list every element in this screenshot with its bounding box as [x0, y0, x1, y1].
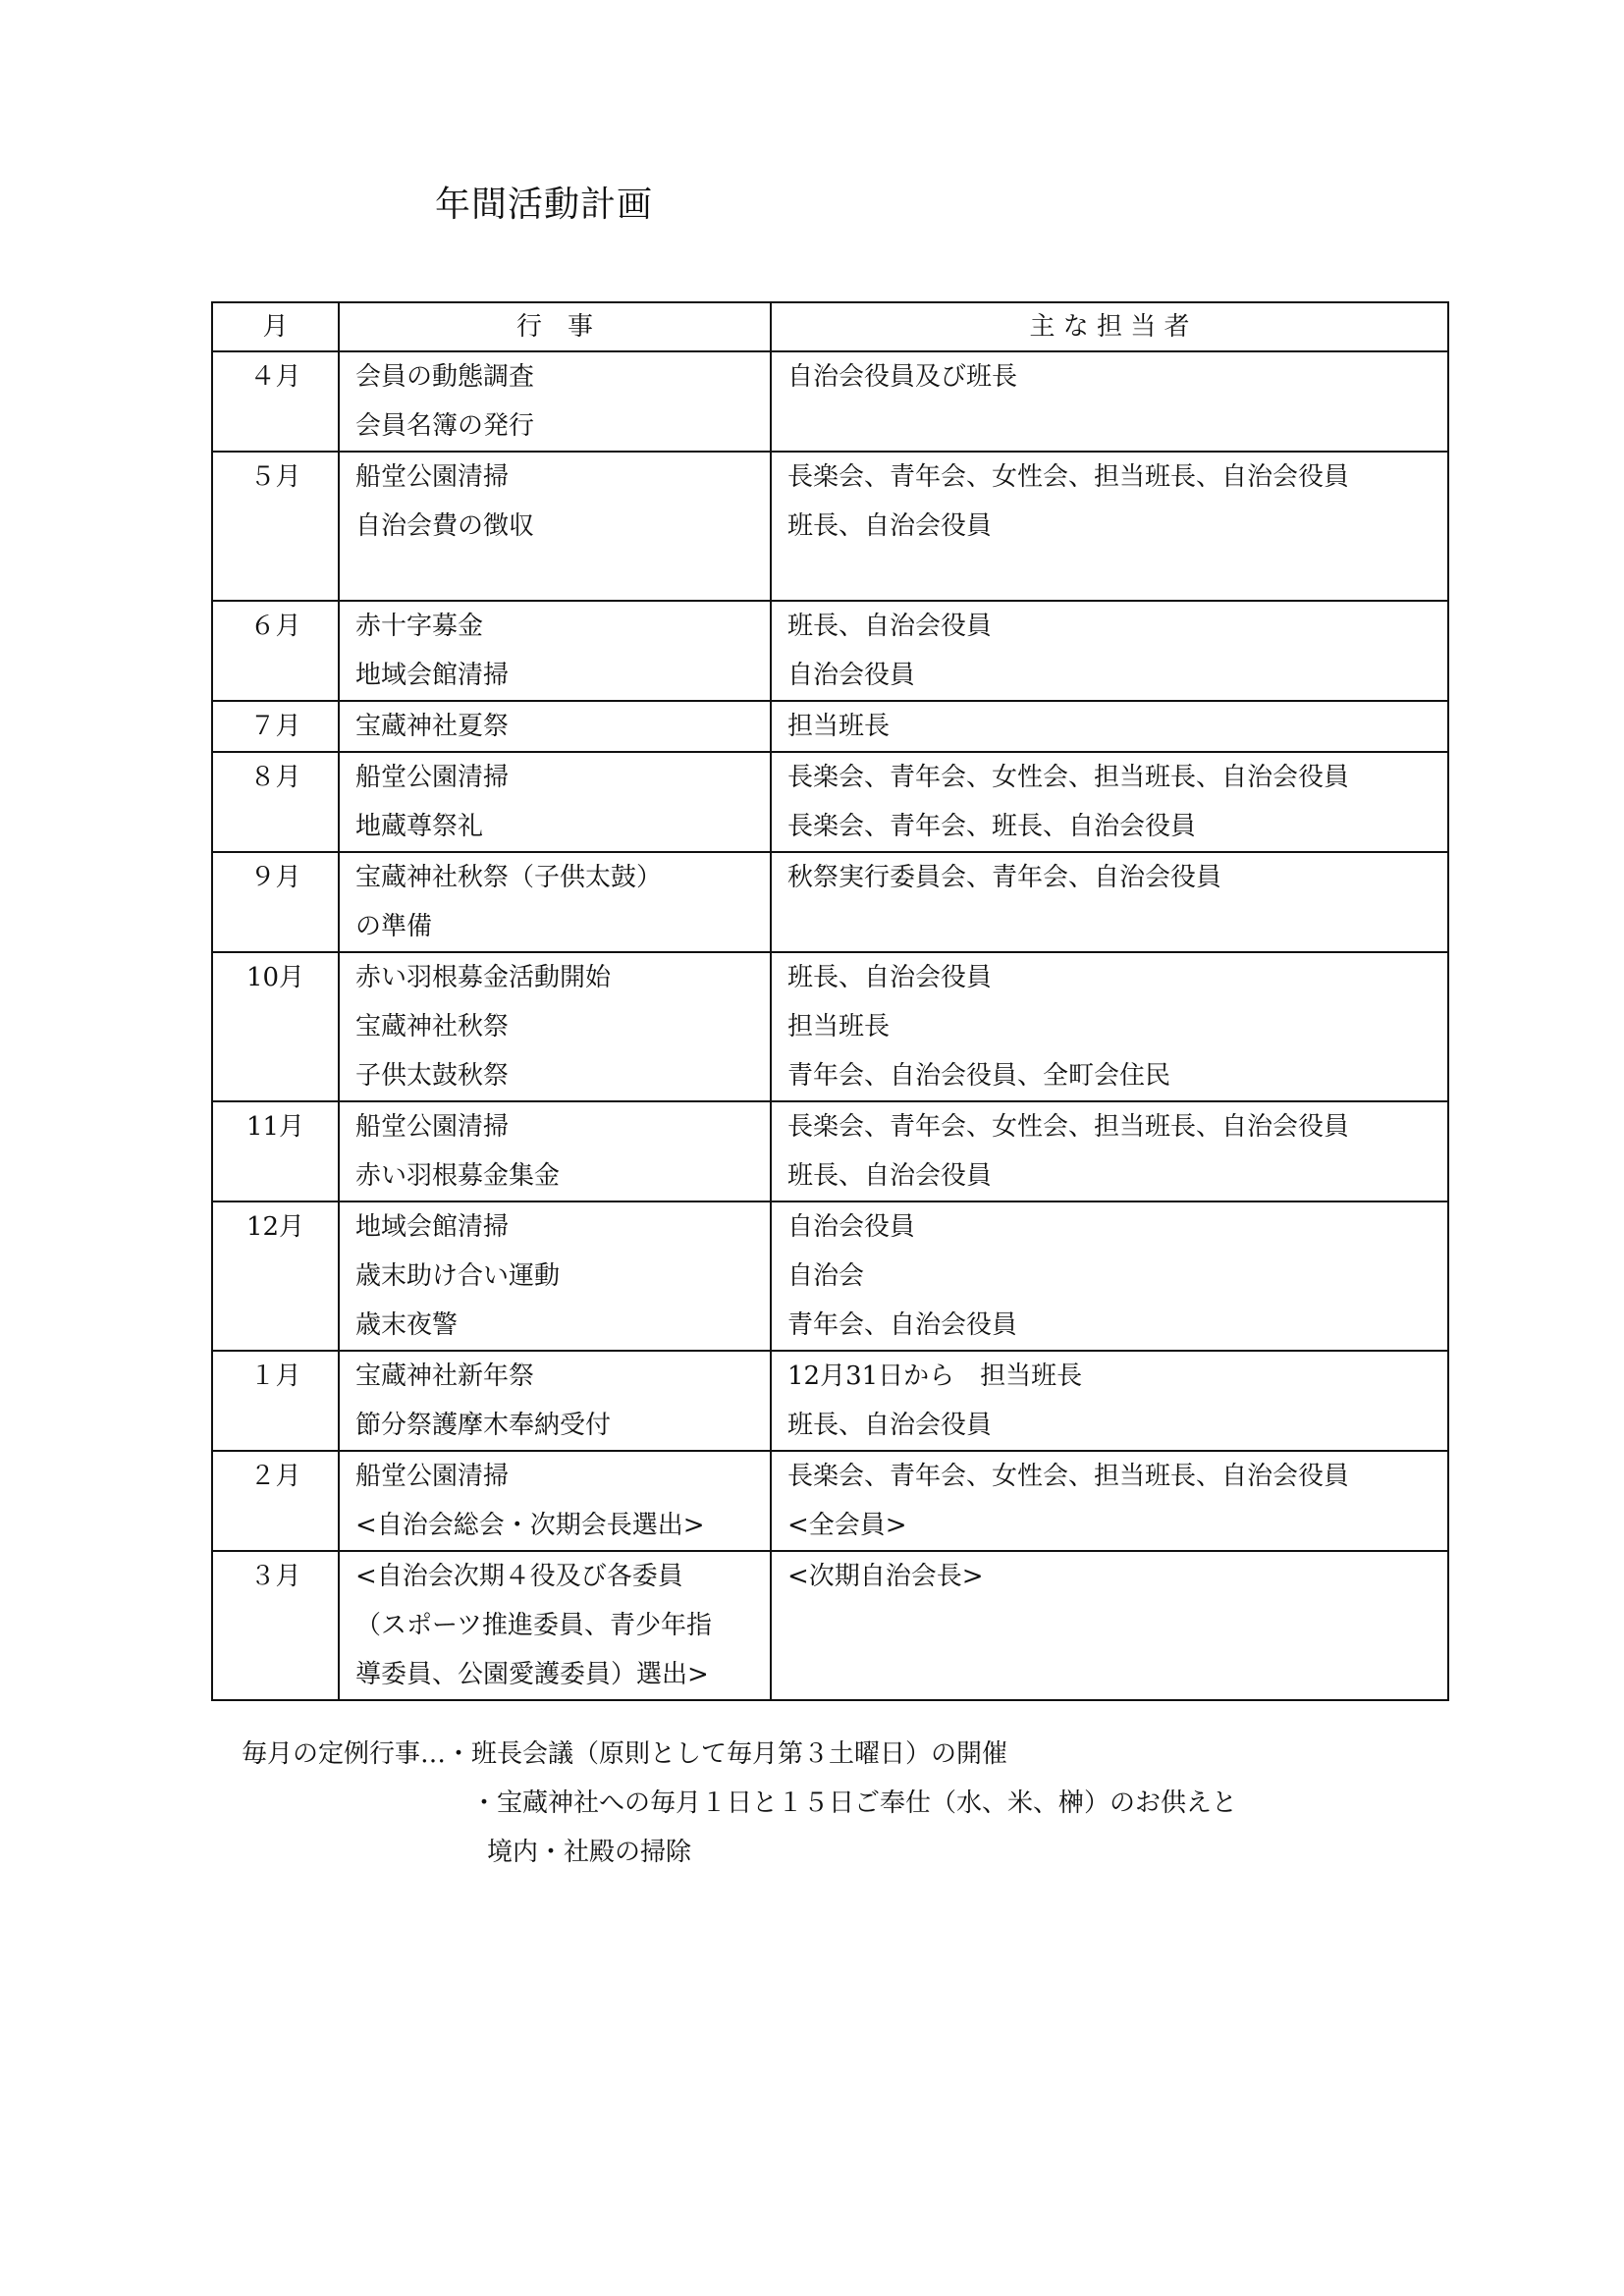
event-cell	[339, 1351, 771, 1451]
month-cell: ７月	[212, 701, 339, 752]
person-cell	[771, 952, 1448, 1101]
person-cell	[771, 852, 1448, 952]
event-line: 節分祭護摩木奉納受付	[355, 1411, 612, 1440]
event-line: （スポーツ推進委員、青少年指	[355, 1611, 712, 1640]
table-row	[212, 1201, 1448, 1351]
person-cell	[771, 1551, 1448, 1700]
person-line: 班長、自治会役員	[787, 963, 993, 992]
event-line: 船堂公園清掃	[355, 763, 510, 792]
month-cell: ６月	[212, 601, 339, 701]
event-cell	[339, 752, 771, 852]
person-line: 班長、自治会役員	[787, 511, 993, 541]
event-line: 地域会館清掃	[355, 661, 510, 690]
monthly-notes	[242, 1730, 1237, 1877]
month-cell: 12月	[212, 1201, 339, 1351]
person-line: 自治会役員及び班長	[787, 362, 1018, 392]
table-row	[212, 701, 1448, 752]
person-line: 長楽会、青年会、班長、自治会役員	[787, 812, 1197, 841]
table-row	[212, 1551, 1448, 1700]
person-line: 担当班長	[787, 712, 891, 741]
person-line: <次期自治会長>	[787, 1562, 984, 1591]
month-cell: ５月	[212, 452, 339, 601]
table-row	[212, 1451, 1448, 1551]
month-cell: ４月	[212, 351, 339, 452]
event-line: の準備	[355, 912, 433, 941]
event-line: 船堂公園清掃	[355, 462, 510, 492]
person-line: 青年会、自治会役員、全町会住民	[787, 1061, 1171, 1091]
month-cell: ８月	[212, 752, 339, 852]
event-line: 地域会館清掃	[355, 1212, 510, 1242]
table-row	[212, 852, 1448, 952]
table-row	[212, 1101, 1448, 1201]
person-line: <全会員>	[787, 1511, 907, 1540]
month-cell: １月	[212, 1351, 339, 1451]
notes-line-1: 毎月の定例行事…・班長会議（原則として毎月第３土曜日）の開催	[242, 1739, 1008, 1769]
event-line: 宝蔵神社秋祭	[355, 1012, 510, 1041]
person-line: 青年会、自治会役員	[787, 1310, 1018, 1340]
event-line: 赤い羽根募金集金	[355, 1161, 561, 1191]
person-line: 班長、自治会役員	[787, 1161, 993, 1191]
event-cell	[339, 1551, 771, 1700]
month-cell: 11月	[212, 1101, 339, 1201]
event-line: 会員名簿の発行	[355, 411, 535, 441]
event-cell	[339, 952, 771, 1101]
event-line: 船堂公園清掃	[355, 1112, 510, 1142]
event-cell	[339, 1101, 771, 1201]
person-cell	[771, 701, 1448, 752]
person-line: 長楽会、青年会、女性会、担当班長、自治会役員	[787, 1112, 1350, 1142]
person-line: 長楽会、青年会、女性会、担当班長、自治会役員	[787, 1462, 1350, 1491]
person-cell	[771, 351, 1448, 452]
event-line: <自治会次期４役及び各委員	[355, 1562, 683, 1591]
notes-line-2: ・宝蔵神社への毎月１日と１５日ご奉仕（水、米、榊）のお供えと	[471, 1789, 1238, 1818]
page-title: 年間活動計画	[435, 185, 654, 225]
event-cell	[339, 601, 771, 701]
person-line: 班長、自治会役員	[787, 1411, 993, 1440]
event-line: 歳末助け合い運動	[355, 1261, 561, 1291]
month-cell: ３月	[212, 1551, 339, 1700]
header-month: 月	[212, 302, 339, 351]
person-line: 自治会役員	[787, 661, 916, 690]
event-line: 宝蔵神社夏祭	[355, 712, 510, 741]
event-cell	[339, 852, 771, 952]
table-row	[212, 601, 1448, 701]
event-line: 導委員、公園愛護委員）選出>	[355, 1660, 709, 1689]
person-cell	[771, 1451, 1448, 1551]
event-line: 子供太鼓秋祭	[355, 1061, 510, 1091]
event-line: 自治会費の徴収	[355, 511, 535, 541]
person-line: 班長、自治会役員	[787, 612, 993, 641]
event-line: 会員の動態調査	[355, 362, 535, 392]
table-row	[212, 452, 1448, 601]
month-cell: ２月	[212, 1451, 339, 1551]
event-line: 赤い羽根募金活動開始	[355, 963, 612, 992]
person-cell	[771, 1101, 1448, 1201]
person-cell	[771, 1351, 1448, 1451]
event-cell	[339, 701, 771, 752]
month-cell: 10月	[212, 952, 339, 1101]
event-line: 宝蔵神社新年祭	[355, 1362, 535, 1391]
person-line: 長楽会、青年会、女性会、担当班長、自治会役員	[787, 462, 1350, 492]
event-line: 地蔵尊祭礼	[355, 812, 484, 841]
table-row	[212, 1351, 1448, 1451]
table-row	[212, 752, 1448, 852]
annual-plan-table	[211, 301, 1449, 1701]
person-line: 自治会	[787, 1261, 865, 1291]
table-header-row	[212, 302, 1448, 351]
event-cell	[339, 1201, 771, 1351]
table-row	[212, 952, 1448, 1101]
person-line: 自治会役員	[787, 1212, 916, 1242]
person-line: 12月31日から 担当班長	[787, 1362, 1083, 1391]
table-row	[212, 351, 1448, 452]
event-cell	[339, 1451, 771, 1551]
person-cell	[771, 452, 1448, 601]
event-line: <自治会総会・次期会長選出>	[355, 1511, 705, 1540]
notes-line-3: 境内・社殿の掃除	[487, 1838, 692, 1867]
person-cell	[771, 1201, 1448, 1351]
person-line: 長楽会、青年会、女性会、担当班長、自治会役員	[787, 763, 1350, 792]
month-cell: ９月	[212, 852, 339, 952]
event-line: 宝蔵神社秋祭（子供太鼓）	[355, 863, 663, 892]
person-cell	[771, 601, 1448, 701]
person-cell	[771, 752, 1448, 852]
person-line: 秋祭実行委員会、青年会、自治会役員	[787, 863, 1222, 892]
event-line: 赤十字募金	[355, 612, 484, 641]
event-cell	[339, 452, 771, 601]
header-event: 行 事	[339, 302, 771, 351]
event-line	[355, 551, 770, 600]
person-line: 担当班長	[787, 1012, 891, 1041]
event-cell	[339, 351, 771, 452]
event-line: 船堂公園清掃	[355, 1462, 510, 1491]
header-person: 主 な 担 当 者	[771, 302, 1448, 351]
event-line: 歳末夜警	[355, 1310, 459, 1340]
